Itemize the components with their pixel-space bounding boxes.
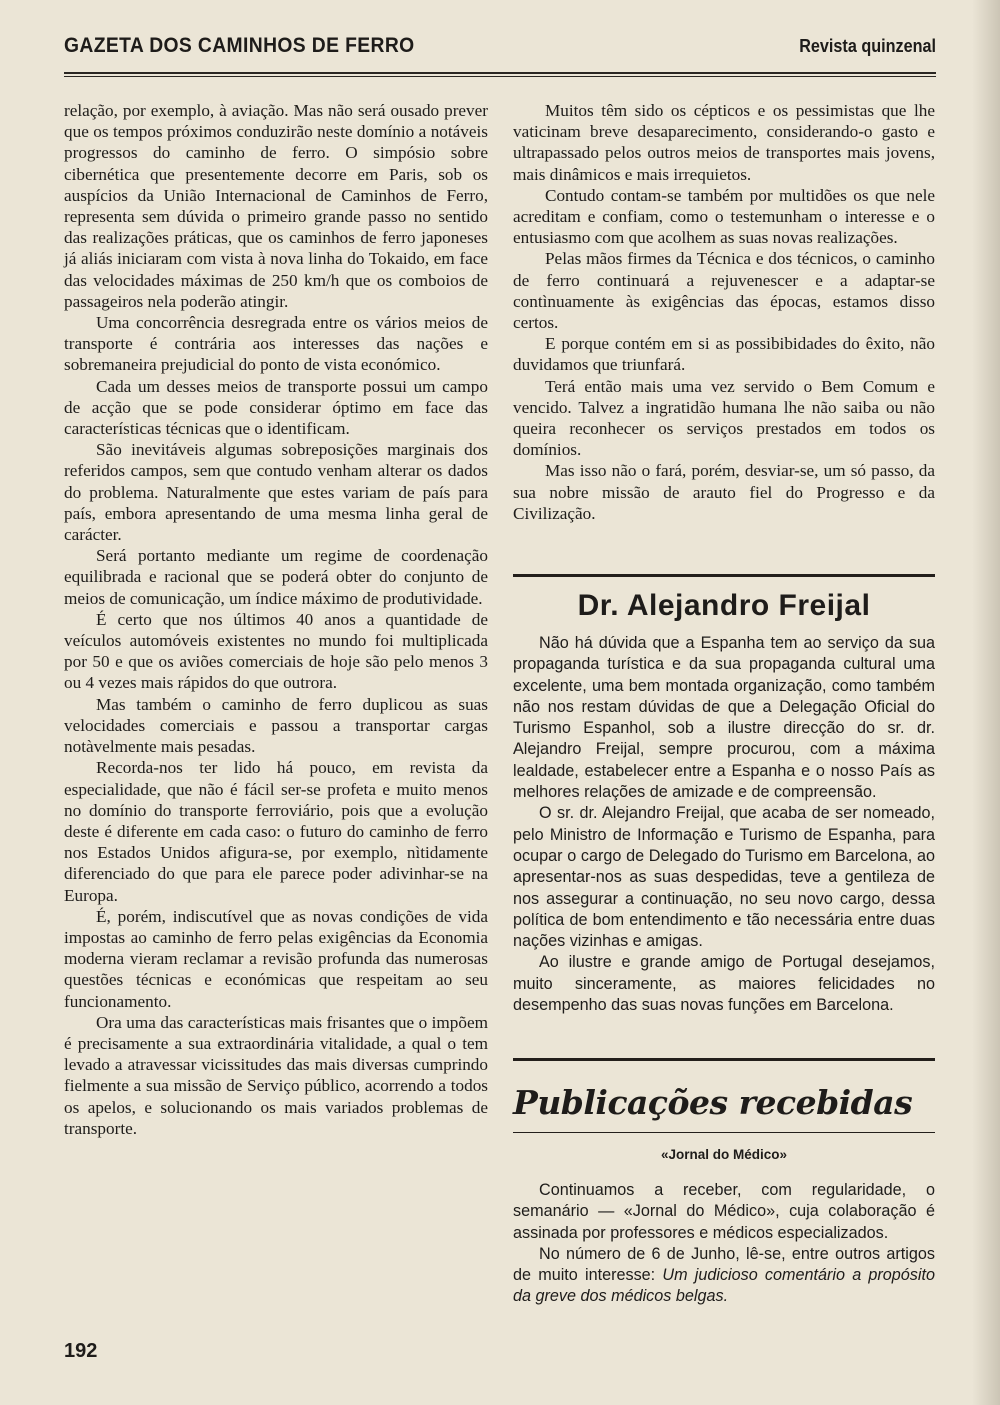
right-column	[513, 100, 935, 524]
publicacoes-section	[513, 1058, 935, 1308]
paragraph: Contudo contam-se também por multidões os que nele acreditam e confiam, como o testemunham o interesse e o entusiasmo com que acolhem as suas novas realizações.	[513, 185, 935, 248]
journal-title: GAZETA DOS CAMINHOS DE FERRO	[64, 34, 415, 57]
freijal-article	[513, 574, 935, 1016]
paragraph: Ora uma das características mais frisantes que o impõem é precisamente a sua extraordinária vitalidade, a qual o tem levado a atravessar vicissitudes das mais diversas cumprindo fielmente a sua missão de Serviço público, acorrendo a todos os apelos, e solucionando os mais variados problemas de transporte.	[64, 1012, 488, 1138]
journal-subtitle: Revista quinzenal	[799, 36, 936, 56]
header-rule	[64, 72, 936, 74]
paragraph	[513, 1244, 935, 1308]
paragraph: Terá então mais uma vez servido o Bem Comum e vencido. Talvez a ingratidão humana lhe não saiba ou não queira reconhecer os serviços prestados em todos os domínios.	[513, 376, 935, 460]
freijal-title: Dr. Alejandro Freijal	[577, 589, 871, 622]
freijal-body	[513, 633, 935, 1016]
paragraph-lead: No número de 6 de Junho, lê-se, entre outros artigos de muito interesse:	[513, 1244, 935, 1285]
paragraph: É, porém, indiscutível que as novas condições de vida impostas ao caminho de ferro pelas exigências da Economia moderna vieram reclamar a revisão profunda das numerosas questões técnicas e económicas que respeitam ao seu funcionamento.	[64, 906, 488, 1011]
article-highlight: Um judicioso comentário a propósito da greve dos médicos belgas.	[513, 1266, 936, 1306]
paragraph: Muitos têm sido os cépticos e os pessimistas que lhe vaticinam breve desaparecimento, considerando-o gasto e ultrapassado pelos outros meios de transportes mais jovens, mais dinâmicos e mais irrequietos.	[513, 101, 935, 184]
paragraph: E porque contém em si as possibibidades do êxito, não duvidamos que triunfará.	[513, 334, 935, 375]
header-rule-thin	[64, 76, 936, 77]
paragraph: Será portanto mediante um regime de coordenação equilibrada e racional que se poderá obter do conjunto de meios de comunicação, um índice máximo de produtividade.	[64, 546, 488, 608]
page-header	[64, 30, 936, 70]
publicacoes-body	[513, 1180, 935, 1308]
paragraph: Mas isso não o fará, porém, desviar-se, um só passo, da sua nobre missão de arauto fiel do Progresso e da Civilização.	[513, 461, 935, 523]
paragraph: relação, por exemplo, à aviação. Mas não será ousado prever que os tempos próximos conduzirão neste domínio a notáveis progressos do caminho de ferro. O simpósio sobre cibernética que presentemente decorre em Paris, sob os auspícios da União Internacional de Caminhos de Ferro, representa sem dúvida o primeiro grande passo no sentido das realizações práticas, que os caminhos de ferro japoneses já aliás iniciaram com vista à nova linha do Tokaido, em face das velocidades máximas de 250 km/h que os comboios de passageiros nela poderão atingir.	[64, 101, 488, 311]
page-number: 192	[64, 1340, 98, 1362]
binding-shadow	[972, 0, 1000, 1405]
section-rule-thin	[513, 1132, 935, 1133]
paragraph: Uma concorrência desregrada entre os vários meios de transporte é contrária aos interesses das nações e sobremaneira prejudicial do ponto de vista económico.	[64, 313, 488, 375]
paragraph: Mas também o caminho de ferro duplicou as suas velocidades comerciais e passou a transportar cargas notàvelmente mais pesadas.	[64, 694, 488, 757]
left-column	[64, 100, 488, 1139]
paragraph: Ao ilustre e grande amigo de Portugal desejamos, muito sinceramente, as maiores felicidades no desempenho das suas novas funções em Barcelona.	[513, 953, 935, 1015]
section-rule	[513, 574, 935, 577]
paragraph: São inevitáveis algumas sobreposições marginais dos referidos campos, sem que contudo venham alterar os dados do problema. Naturalmente que estes variam de país para país, embora apresentando de uma mesma linha geral de carácter.	[64, 440, 488, 545]
paragraph: Pelas mãos firmes da Técnica e dos técnicos, o caminho de ferro continuará a rejuvenescer e a adaptar-se contìnuamente às exigências das épocas, estamos disso certos.	[513, 249, 935, 333]
paragraph: Recorda-nos ter lido há pouco, em revista da especialidade, que não é fácil ser-se profeta e muito menos no domínio do transporte ferroviário, pois que a evolução deste é diferente em cada caso: o futuro do caminho de ferro nos Estados Unidos afigura-se, por exemplo, nìtidamente diferenciado do que para ele parece poder adivinhar-se na Europa.	[64, 758, 488, 905]
paragraph: O sr. dr. Alejandro Freijal, que acaba de ser nomeado, pelo Ministro de Informação e Turismo de Espanha, para ocupar o cargo de Delegado do Turismo em Barcelona, ao apresentar-nos as suas despedidas, teve a gentileza de nos assegurar a continuação, no seu novo cargo, dessa política de bom entendimento e tão necessária entre duas nações vizinhas e amigas.	[513, 804, 935, 951]
paragraph: É certo que nos últimos 40 anos a quantidade de veículos automóveis existentes no mundo foi multiplicada por 50 e que os aviões comerciais de hoje são pelo menos 3 ou 4 vezes mais rápidos do que outrora.	[64, 609, 488, 693]
section-rule	[513, 1058, 935, 1061]
paragraph: Não há dúvida que a Espanha tem ao serviço da sua propaganda turística e da sua propaganda cultural uma excelente, uma bem montada organização, como também não nos restam dúvidas de que a Delegação Oficial do Turismo Espanhol, sob a ilustre direcção do sr. dr. Alejandro Freijal, sempre procurou, com a máxima lealdade, estabelecer entre a Espanha e o nosso País as melhores relações de amizade e de compreensão.	[513, 634, 935, 802]
paragraph: Cada um desses meios de transporte possui um campo de acção que se pode considerar óptimo em face das características técnicas que o identificam.	[64, 376, 488, 439]
publicacoes-title: Publicações recebidas	[513, 1083, 913, 1122]
publication-name: «Jornal do Médico»	[660, 1147, 788, 1162]
paragraph: Continuamos a receber, com regularidade, o semanário — «Jornal do Médico», cuja colaboração é assinada por professores e médicos especializados.	[513, 1181, 935, 1242]
